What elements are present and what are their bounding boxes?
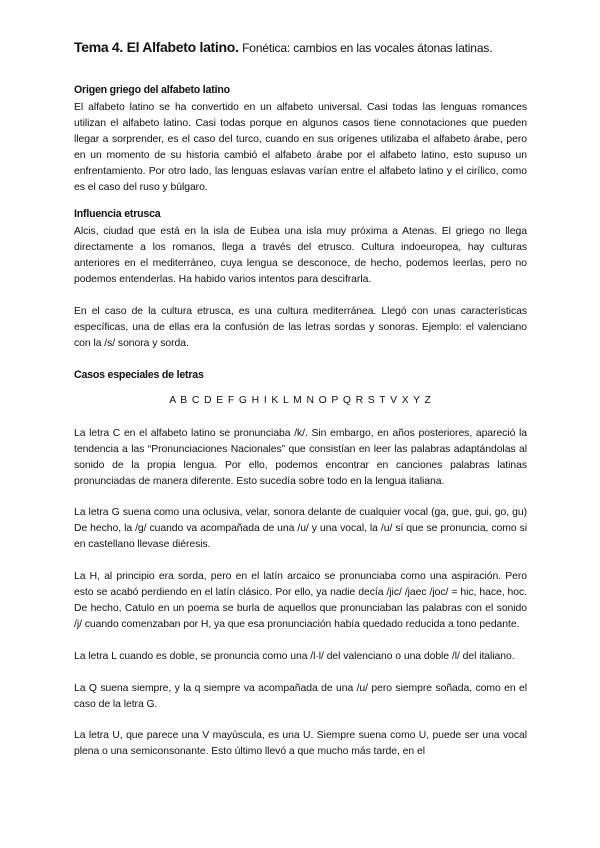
paragraph-letra-g: La letra G suena como una oclusiva, velar, sonora delante de cualquier vocal (ga, gue, gui, go, gu) De hecho, la /g/ cuando va acompañada de una /u/ y una vocal, la /u/ sí que se pronuncia, como si en castellano llevase diéresis.: [74, 507, 527, 551]
paragraph-letra-h: La H, al principio era sorda, pero en el latín arcaico se pronunciaba como una aspiración. Pero esto se acabó perdiendo en el latín clásico. Por ello, ya nadie decía /jic/ /jaec /joc/ = hic, hace, hoc. De hecho, Catulo en un poema se burla de aquellos que pronunciaban las palabras con el sonido /j/ cuando comenzaban por H, ya que esa pronunciación había quedado reducida a tono pedante.: [74, 571, 527, 630]
heading-origen: Origen griego del alfabeto latino: [74, 84, 230, 96]
heading-etrusca: Influencia etrusca: [74, 208, 161, 221]
paragraph-origen: El alfabeto latino se ha convertido en un alfabeto universal. Casi todas las lenguas romances utilizan el alfabeto latino. Casi todas porque en algunos casos tiene connotaciones que pueden llegar a sorprender, es el caso del turco, cuando en sus orígenes utilizaba el alfabeto árabe, pero en un momento de su historia cambió el alfabeto árabe por el alfabeto latino, esto supuso un enfrentamiento. Por otro lado, las lenguas eslavas varían entre el alfabeto latino y el cirílico, como es el caso del ruso y búlgaro.: [74, 102, 527, 193]
document-page: [74, 38, 527, 760]
title-main: Tema 4. El Alfabeto latino.: [74, 39, 239, 55]
heading-casos: Casos especiales de letras: [74, 368, 204, 381]
paragraph-letra-q: La Q suena siempre, y la q siempre va acompañada de una /u/ pero siempre soñada, como en el caso de la letra G.: [74, 682, 527, 710]
paragraph-letra-l: La letra L cuando es doble, se pronuncia como una /l·l/ del valenciano o una doble /l/ del italiano.: [74, 650, 515, 662]
paragraph-etrusca-1: Alcis, ciudad que está en la isla de Eubea una isla muy próxima a Atenas. El griego no llega directamente a los romanos, llega a través del etrusco. Cultura indoeuropea, hay culturas anteriores en el mediterráneo, cuya lengua se desconoce, de hecho, podemos leerlas, pero no podemos entenderlas. Ha habido varios intentos para descifrarla.: [74, 226, 527, 286]
paragraph-letra-u: La letra U, que parece una V mayúscula, es una U. Siempre suena como U, puede ser una vocal plena o una semiconsonante. Esto último llevó a que mucho más tarde, en el: [74, 730, 527, 758]
paragraph-letra-c: La letra C en el alfabeto latino se pronunciaba /k/. Sin embargo, en años posteriores, apareció la tendencia a las “Pronunciaciones Nacionales” que consistían en leer las palabras adaptándolas al sonido de la propia lengua. Por ello, podemos encontrar en canciones palabras latinas pronunciadas de manera diferente. Esto sucedía sobre todo en la lengua italiana.: [74, 427, 527, 487]
title-subtitle: Fonética: cambios en las vocales átonas latinas.: [242, 41, 493, 55]
alphabet-line: A B C D E F G H I K L M N O P Q R S T V X Y Z: [169, 394, 432, 406]
paragraph-etrusca-2: En el caso de la cultura etrusca, es una cultura mediterránea. Llegó con unas características específicas, una de ellas era la confusión de las letras sordas y sonoras. Ejemplo: el valenciano con la /s/ sonora y sorda.: [74, 306, 527, 349]
document-title: [74, 38, 527, 57]
